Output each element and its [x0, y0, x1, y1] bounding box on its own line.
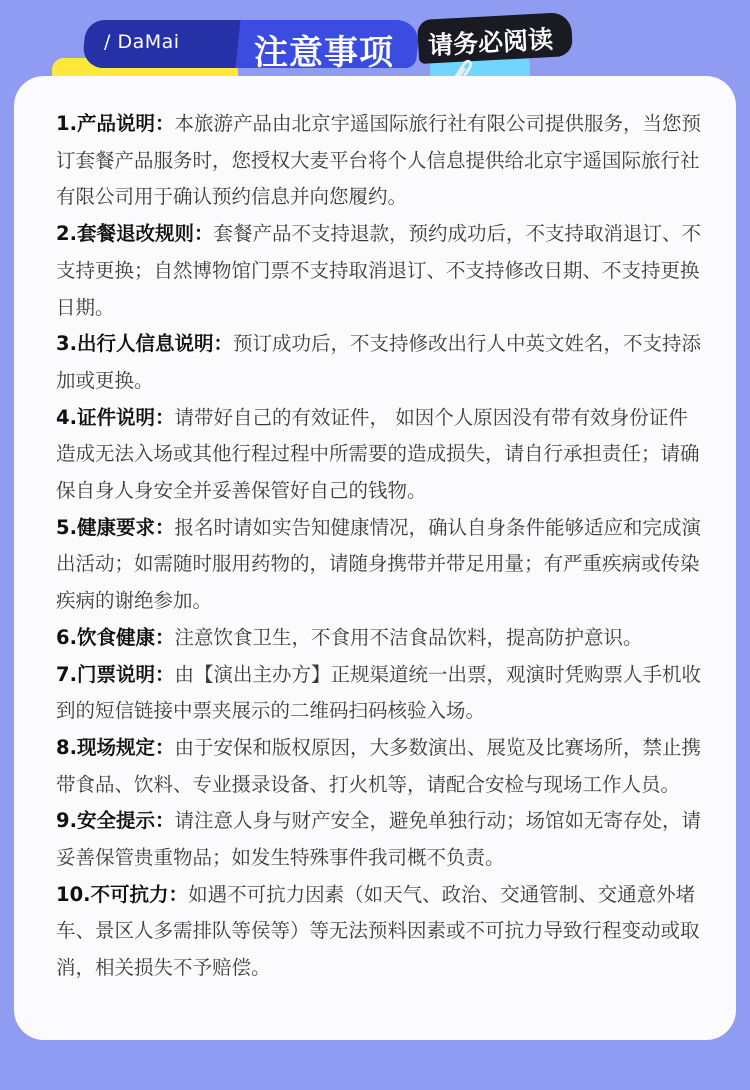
item-body: 请带好自己的有效证件， 如因个人原因没有带有效身份证件造成无法入场或其他行程过程中所需要的造成损失，请自行承担责任；请确保自身人身安全并妥善保管好自己的钱物。 — [56, 405, 700, 503]
item-number: 3. — [56, 332, 77, 356]
item-number: 7. — [56, 662, 77, 686]
item-heading: 现场规定： — [76, 735, 175, 759]
item-heading: 饮食健康： — [76, 625, 175, 649]
notice-item-1 — [56, 106, 704, 216]
item-body: 套餐产品不支持退款，预约成功后，不支持取消退订、不支持更换；自然博物馆门票不支持取消退订、不支持修改日期、不支持更换日期。 — [56, 222, 702, 319]
item-heading: 产品说明： — [76, 112, 175, 135]
item-number: 1. — [56, 112, 77, 135]
item-heading: 健康要求： — [76, 515, 175, 539]
item-number: 9. — [56, 809, 77, 833]
notice-item-2 — [56, 216, 704, 326]
item-body: 本旅游产品由北京宇遥国际旅行社有限公司提供服务，当您预订套餐产品服务时，您授权大麦平台将个人信息提供给北京宇遥国际旅行社有限公司用于确认预约信息并向您履约。 — [56, 112, 702, 209]
item-body: 报名时请如实告知健康情况，确认自身条件能够适应和完成演出活动；如需随时服用药物的，请随身携带并带足用量；有严重疾病或传染疾病的谢绝参加。 — [56, 515, 702, 613]
notice-item-9 — [56, 803, 704, 876]
item-body: 请注意人身与财产安全，避免单独行动；场馆如无寄存处，请妥善保管贵重物品；如发生特殊事件我司概不负责。 — [56, 809, 702, 870]
item-number: 5. — [56, 515, 77, 539]
item-heading: 门票说明： — [76, 662, 175, 686]
notice-item-3 — [56, 326, 704, 399]
notice-item-7 — [56, 657, 704, 730]
item-body: 注意饮食卫生，不食用不洁食品饮料，提高防护意识。 — [174, 625, 643, 649]
item-body: 如遇不可抗力因素（如天气、政治、交通管制、交通意外堵车、景区人多需排队等侯等）等无法预料因素或不可抗力导致行程变动或取消，相关损失不予赔偿。 — [56, 882, 700, 980]
item-number: 8. — [56, 735, 77, 759]
notice-item-10 — [56, 877, 704, 987]
notice-list — [56, 106, 704, 987]
notice-item-6 — [56, 620, 704, 657]
item-body: 由于安保和版权原因，大多数演出、展览及比赛场所，禁止携带食品、饮料、专业摄录设备、打火机等，请配合安检与现场工作人员。 — [56, 735, 702, 796]
item-heading: 不可抗力： — [90, 882, 189, 906]
notice-item-5 — [56, 510, 704, 620]
item-number: 2. — [56, 222, 77, 246]
item-body: 预订成功后，不支持修改出行人中英文姓名，不支持添加或更换。 — [56, 332, 702, 392]
item-number: 6. — [56, 625, 77, 649]
notice-item-4 — [56, 400, 704, 510]
page-title: 注意事项 — [254, 33, 394, 73]
item-number: 4. — [56, 405, 77, 429]
notice-item-8 — [56, 730, 704, 803]
item-number: 10. — [56, 882, 91, 906]
item-body: 由【演出主办方】正规渠道统一出票，观演时凭购票人手机收到的短信链接中票夹展示的二维码扫码核验入场。 — [56, 662, 702, 723]
item-heading: 出行人信息说明： — [76, 332, 233, 356]
item-heading: 安全提示： — [76, 809, 175, 833]
item-heading: 套餐退改规则： — [76, 222, 214, 246]
notice-badge-text: 请务必阅读 — [427, 24, 554, 61]
item-heading: 证件说明： — [76, 405, 175, 429]
brand-label: / DaMai — [104, 31, 180, 53]
